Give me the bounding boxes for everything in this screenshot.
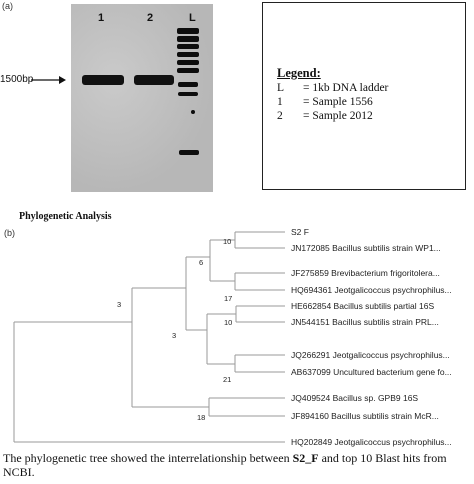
panel-b-label: (b) — [4, 228, 15, 238]
panel-a-label: (a) — [2, 1, 13, 11]
phylogenetic-analysis-title: Phylogenetic Analysis — [19, 211, 112, 222]
bootstrap-value: 3 — [172, 331, 177, 340]
ladder-band — [177, 68, 199, 73]
ladder-band — [179, 150, 199, 155]
leaf-label: JF275859 Brevibacterium frigoritolera... — [291, 268, 440, 278]
bootstrap-value: 17 — [224, 294, 233, 303]
bootstrap-value: 6 — [199, 258, 204, 267]
caption-bold: S2_F — [292, 451, 319, 465]
leaf-label: HQ694361 Jeotgalicoccus psychrophilus... — [291, 285, 452, 295]
lane-2-label: 2 — [147, 12, 154, 24]
bootstrap-value: 21 — [223, 375, 232, 384]
bootstrap-value: 18 — [197, 413, 206, 422]
marker-arrow-icon — [31, 74, 67, 86]
lane-ladder-label: L — [189, 12, 196, 24]
legend-key: L — [277, 82, 285, 94]
bootstrap-value: 10 — [223, 237, 232, 246]
bootstrap-value: 10 — [224, 318, 233, 327]
ladder-band — [177, 28, 199, 34]
leaf-label: HQ202849 Jeotgalicoccus psychrophilus... — [291, 437, 452, 447]
legend-title: Legend: — [277, 66, 321, 80]
leaf-label: S2 F — [291, 228, 309, 237]
legend-value: = 1kb DNA ladder — [303, 82, 389, 94]
legend-box — [262, 2, 466, 190]
ladder-band — [178, 82, 198, 87]
legend-row — [277, 82, 388, 94]
ladder-band — [177, 52, 199, 57]
leaf-label: AB637099 Uncultured bacterium gene fo... — [291, 367, 452, 377]
gel-image — [71, 4, 213, 192]
legend-key: 2 — [277, 110, 283, 122]
caption-suffix: and top 10 Blast hits from NCBI. — [3, 451, 447, 479]
legend-row — [277, 96, 373, 108]
leaf-label: JQ266291 Jeotgalicoccus psychrophilus... — [291, 350, 450, 360]
ladder-band — [177, 36, 199, 42]
bootstrap-value: 3 — [117, 300, 122, 309]
legend-value: = Sample 2012 — [303, 110, 373, 122]
ladder-band — [191, 110, 195, 114]
ladder-band — [177, 44, 199, 49]
band-sample-1556 — [82, 75, 124, 85]
figure-caption — [3, 451, 473, 479]
leaf-label: HE662854 Bacillus subtilis partial 16S — [291, 301, 435, 311]
leaf-label: JQ409524 Bacillus sp. GPB9 16S — [291, 393, 419, 403]
lane-1-label: 1 — [98, 12, 105, 24]
leaf-label: JN544151 Bacillus subtilis strain PRL... — [291, 317, 439, 327]
legend-value: = Sample 1556 — [303, 96, 373, 108]
phylogenetic-tree — [0, 228, 474, 450]
ladder-band — [177, 60, 199, 65]
legend-row — [277, 110, 373, 122]
leaf-label: JN172085 Bacillus subtilis strain WP1... — [291, 243, 441, 253]
caption-prefix: The phylogenetic tree showed the interrelationship between — [3, 451, 293, 465]
band-sample-2012 — [134, 75, 174, 85]
marker-size-label: 1500bp — [0, 74, 34, 85]
ladder-band — [178, 92, 198, 96]
leaf-label: JF894160 Bacillus subtilis strain McR... — [291, 411, 439, 421]
legend-key: 1 — [277, 96, 283, 108]
